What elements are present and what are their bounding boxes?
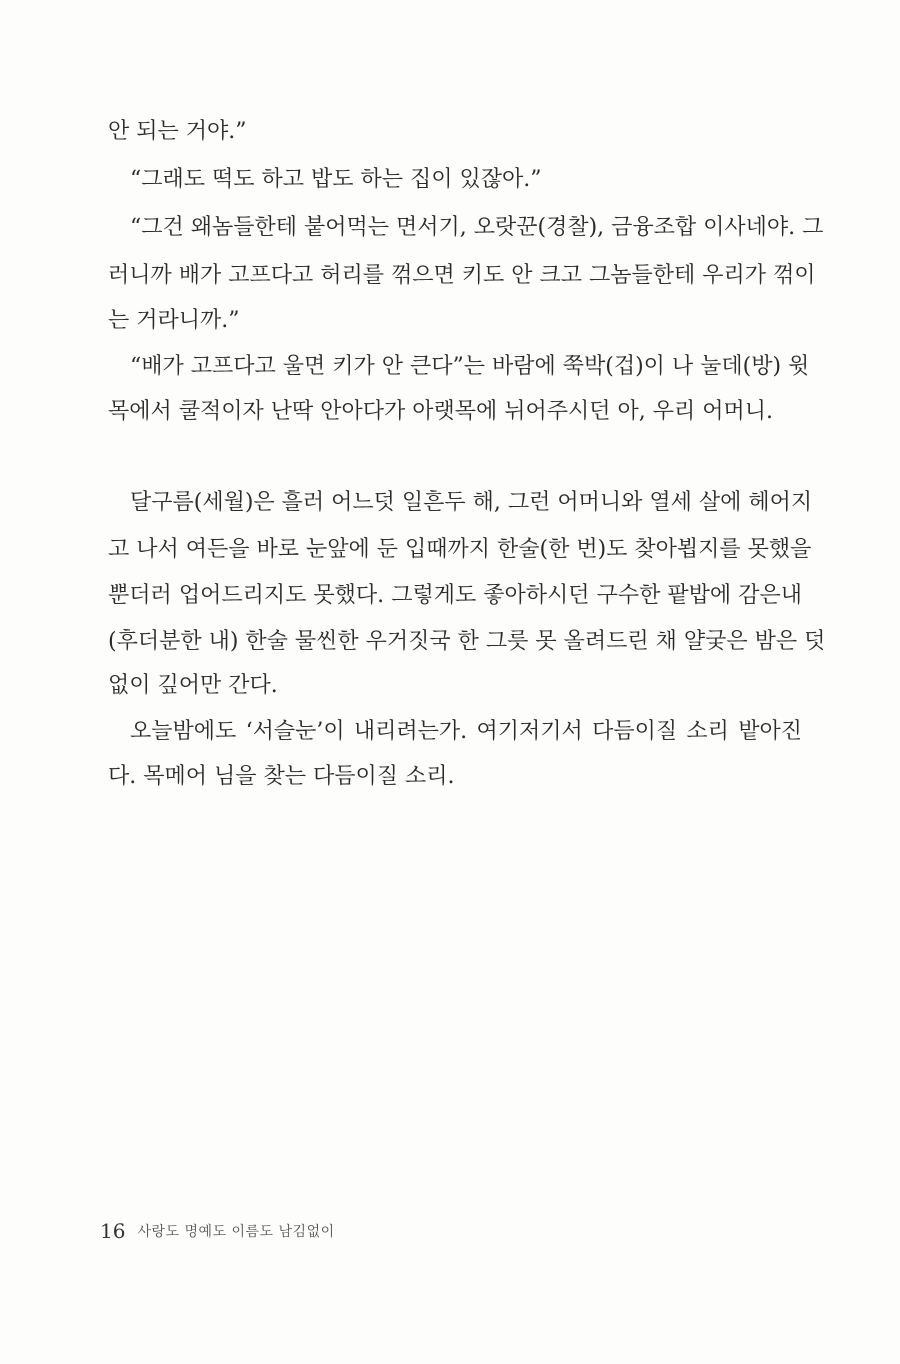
text-line: 다. 목메어 님을 찾는 다듬이질 소리.	[108, 764, 455, 789]
text-line: 목에서 쿨적이자 난딱 안아다가 아랫목에 뉘어주시던 아, 우리 어머니.	[108, 399, 773, 424]
text-line: 러니까 배가 고프다고 허리를 꺾으면 키도 안 크고 그놈들한테 우리가 꺾이	[108, 263, 816, 288]
text-line: 고 나서 여든을 바로 눈앞에 둔 입때까지 한술(한 번)도 찾아뵙지를 못했을	[108, 537, 812, 562]
running-title: 사랑도 명예도 이름도 남김없이	[137, 1224, 335, 1240]
text-line: “배가 고프다고 울면 키가 안 큰다”는 바람에 쭉박(겁)이 나 눌데(방) 윗	[130, 354, 810, 379]
text-line: 안 되는 거야.”	[108, 119, 247, 144]
text-line: 오늘밤에도 ‘서슬눈’이 내리려는가. 여기저기서 다듬이질 소리 밭아진	[130, 719, 802, 744]
page-footer	[100, 1216, 335, 1246]
page-number: 16	[100, 1219, 126, 1243]
text-line: 없이 깊어만 간다.	[108, 673, 278, 698]
text-line: “그래도 떡도 하고 밥도 하는 집이 있잖아.”	[130, 167, 542, 192]
text-line: (후더분한 내) 한술 물씬한 우거짓국 한 그릇 못 올려드린 채 얄궂은 밤은 덧	[108, 629, 826, 654]
text-line: 는 거라니까.”	[108, 308, 240, 333]
text-line: 뿐더러 업어드리지도 못했다. 그렇게도 좋아하시던 구수한 팥밥에 감은내	[108, 583, 802, 608]
text-line: 달구름(세월)은 흘러 어느덧 일흔두 해, 그런 어머니와 열세 살에 헤어지	[130, 490, 813, 515]
text-line: “그건 왜놈들한테 붙어먹는 면서기, 오랏꾼(경찰), 금융조합 이사네야. 그	[130, 215, 824, 240]
